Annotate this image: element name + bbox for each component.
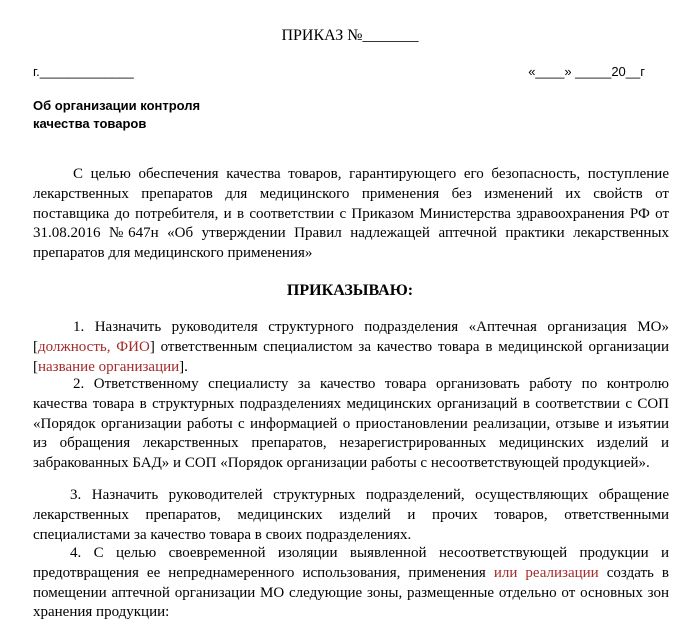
orders-heading: ПРИКАЗЫВАЮ: xyxy=(286,282,414,299)
order-subject xyxy=(33,97,200,133)
item-2-paragraph: 2. Ответственному специалисту за качество товара организовать работу по контролю качества товара в структурных подразделениях медицинских организаций в соответствии с СОП «Порядок организации работы с информацией о приостановлении реализации, отзыве и изъятии из обращения лекарственных препаратов, незарегистрированных медицинских изделий и забракованных БАД» и СОП «Порядок организации работы с несоответствующей продукцией». xyxy=(33,376,669,472)
item-1-text-a: 1. Назначить руководителя структурного подразделения «Аптечная организация МО» [ xyxy=(33,319,669,355)
realization-placeholder: или реализации xyxy=(493,564,599,581)
item-4-text-a: 4. С целью своевременной изоляции выявленной несоответствующей продукции и предотвращения ее непреднамеренного использования, применения xyxy=(33,545,669,581)
city-field: г._____________ xyxy=(33,64,134,79)
order-title: ПРИКАЗ №_______ xyxy=(281,27,419,44)
organization-name-placeholder: название организации xyxy=(38,358,180,375)
position-name-placeholder: должность, ФИО xyxy=(38,338,150,355)
item-4-paragraph xyxy=(33,544,669,623)
subject-line-1: Об организации контроля xyxy=(33,98,201,113)
subject-line-2: качества товаров xyxy=(33,116,147,131)
date-field: «____» _____20__г xyxy=(528,64,645,79)
intro-paragraph: С целью обеспечения качества товаров, гарантирующего его безопасность, поступление лекарственных препаратов для медицинского применения без изменений их свойств от поставщика до потребителя, и в соответствии с Приказом Министерства здравоохранения РФ от 31.08.2016 №647н «Об утверждении Правил надлежащей аптечной практики лекарственных препаратов для медицинского применения» xyxy=(33,166,669,262)
item-4-text-c: создать в помещении аптечной организации МО следующие зоны, размещенные отдельно от основных зон хранения продукции: xyxy=(33,564,669,621)
item-3-paragraph: 3. Назначить руководителей структурных подразделений, осуществляющих обращение лекарственных препаратов, медицинских изделий и прочих товаров, ответственными специалистами за качество товара в своих подразделениях. xyxy=(33,487,669,543)
item-1-paragraph xyxy=(33,318,669,377)
item-1-text-e: ]. xyxy=(179,358,188,375)
item-1-text-c: ] ответственным специалистом за качество товара в медицинской организации [ xyxy=(33,338,669,375)
